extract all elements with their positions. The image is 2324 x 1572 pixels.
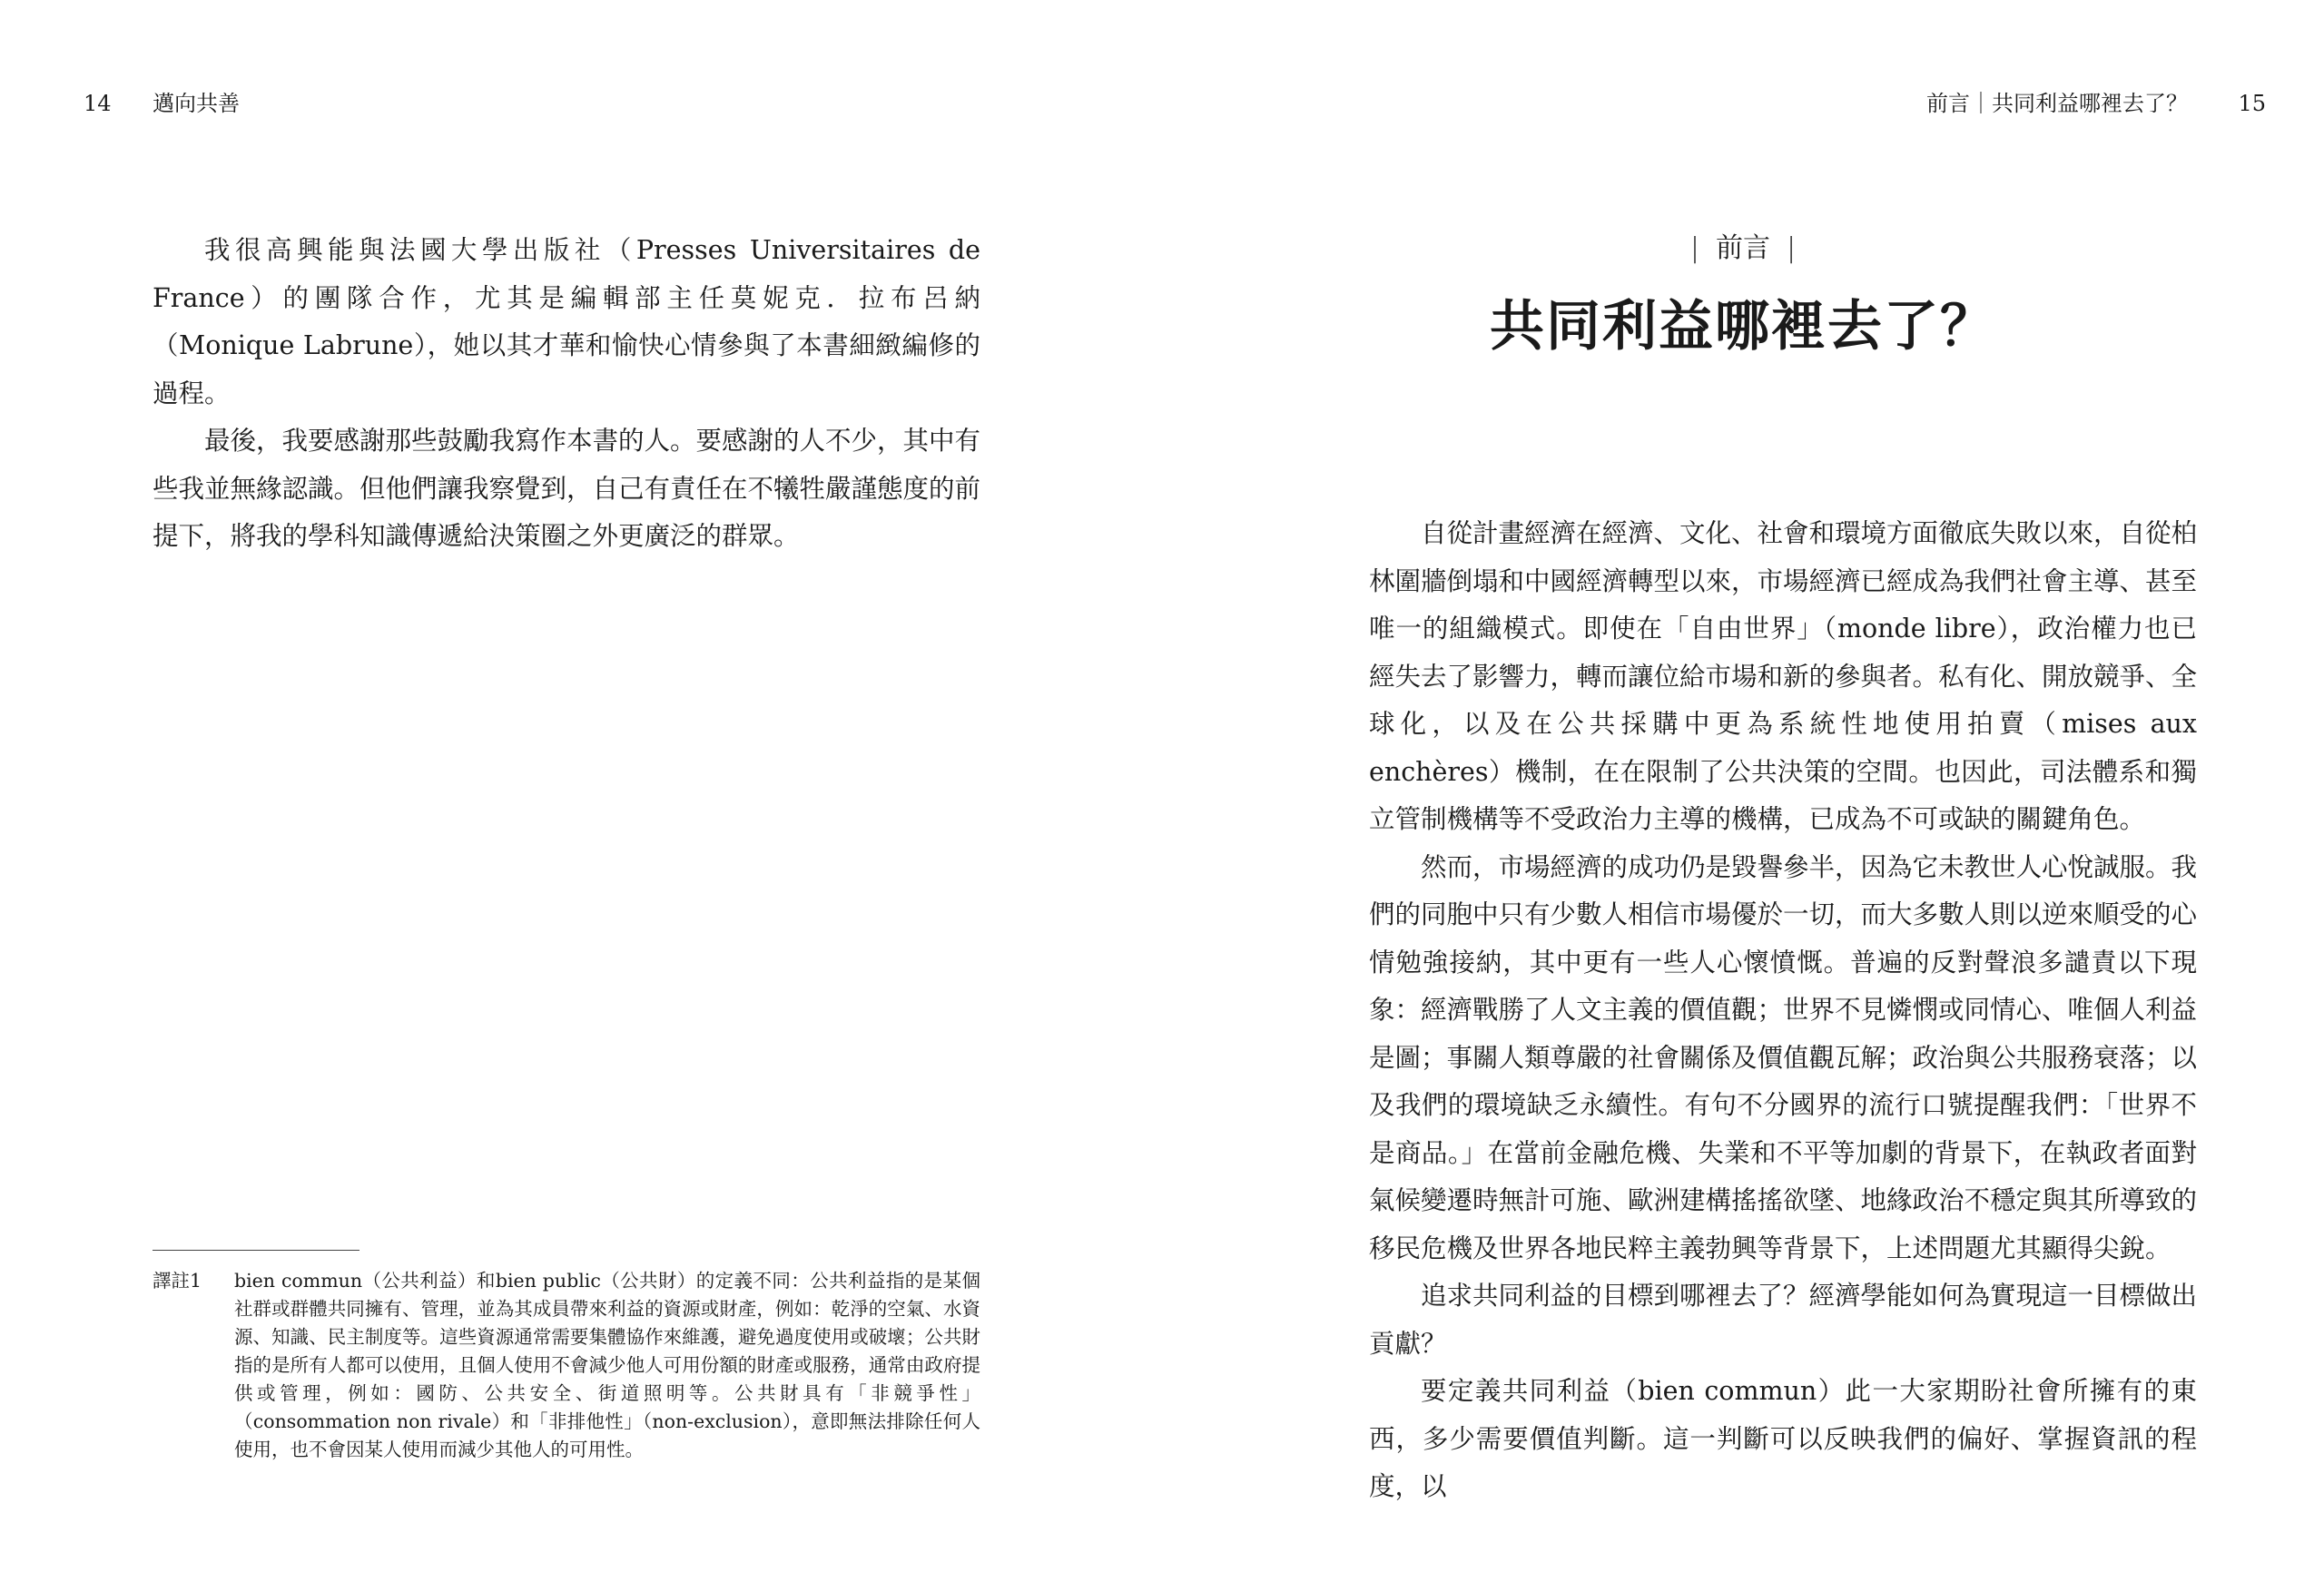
right-running-head: 前言｜共同利益哪裡去了？ (1926, 91, 2188, 116)
paragraph: 然而，市場經濟的成功仍是毀譽參半，因為它未教世人心悅誠服。我們的同胞中只有少數人相信市場優於一切，而大多數人則以逆來順受的心情勉強接納，其中更有一些人心懷憤慨。普遍的反對聲浪多譴責以下現象：經濟戰勝了人文主義的價值觀；世界不見憐憫或同情心、唯個人利益是圖；事關人類尊嚴的社會關係及價值觀瓦解；政治與公共服務衰落；以及我們的環境缺乏永續性。有句不分國界的流行口號提醒我們：「世界不是商品。」在當前金融危機、失業和不平等加劇的背景下，在執政者面對氣候變遷時無計可施、歐洲建構搖搖欲墜、地緣政治不穩定與其所導致的移民危機及世界各地民粹主義勃興等背景下，上述問題尤其顯得尖銳。 (1369, 851, 2198, 1263)
paragraph: 追求共同利益的目標到哪裡去了？經濟學能如何為實現這一目標做出貢獻？ (1369, 1281, 2198, 1359)
chapter-label-text: 前言 (1716, 232, 1770, 264)
footnote (153, 1267, 980, 1464)
right-body-text (1369, 510, 2197, 1511)
chapter-label (1162, 229, 2324, 269)
paragraph: 最後，我要感謝那些鼓勵我寫作本書的人。要感謝的人不少，其中有些我並無緣認識。但他們讓我察覺到，自己有責任在不犧牲嚴謹態度的前提下，將我的學科知識傳遞給決策圈之外更廣泛的群眾。 (153, 426, 981, 551)
right-page (1162, 0, 2324, 1572)
left-running-head: 邁向共善 (153, 91, 240, 116)
divider-bar: | (1787, 232, 1797, 264)
footnote-label: 譯註1 (153, 1270, 202, 1292)
paragraph: 自從計畫經濟在經濟、文化、社會和環境方面徹底失敗以來，自從柏林圍牆倒塌和中國經濟轉型以來，市場經濟已經成為我們社會主導、甚至唯一的組織模式。即使在「自由世界」（monde libre），政治權力也已經失去了影響力，轉而讓位給市場和新的參與者。私有化、開放競爭、全球化，以及在公共採購中更為系統性地使用拍賣（mises aux enchères）機制，在在限制了公共決策的空間。也因此，司法體系和獨立管制機構等不受政治力主導的機構，已成為不可或缺的關鍵角色。 (1369, 518, 2198, 834)
left-page-number: 14 (84, 91, 112, 116)
paragraph: 要定義共同利益（bien commun）此一大家期盼社會所擁有的東西，多少需要價值判斷。這一判斷可以反映我們的偏好、掌握資訊的程度，以 (1369, 1376, 2197, 1501)
divider-bar: | (1689, 232, 1699, 264)
right-page-number: 15 (2238, 91, 2266, 116)
chapter-title: 共同利益哪裡去了？ (1490, 295, 1996, 359)
footnote-divider (153, 1250, 359, 1251)
left-body-text (153, 227, 980, 561)
paragraph: 我很高興能與法國大學出版社（Presses Universitaires de France）的團隊合作，尤其是編輯部主任莫妮克．拉布呂納（Monique Labrune），她以其才華和愉快心情參與了本書細緻編修的過程。 (153, 235, 980, 408)
footnote-text: bien commun（公共利益）和bien public（公共財）的定義不同：公共利益指的是某個社群或群體共同擁有、管理，並為其成員帶來利益的資源或財產，例如：乾淨的空氣、水資源、知識、民主制度等。這些資源通常需要集體協作來維護，避免過度使用或破壞；公共財指的是所有人都可以使用，且個人使用不會減少他人可用份額的財產或服務，通常由政府提供或管理，例如：國防、公共安全、街道照明等。公共財具有「非競爭性」（consommation non rivale）和「非排他性」（non-exclusion），意即無法排除任何人使用，也不會因某人使用而減少其他人的可用性。 (234, 1270, 980, 1460)
